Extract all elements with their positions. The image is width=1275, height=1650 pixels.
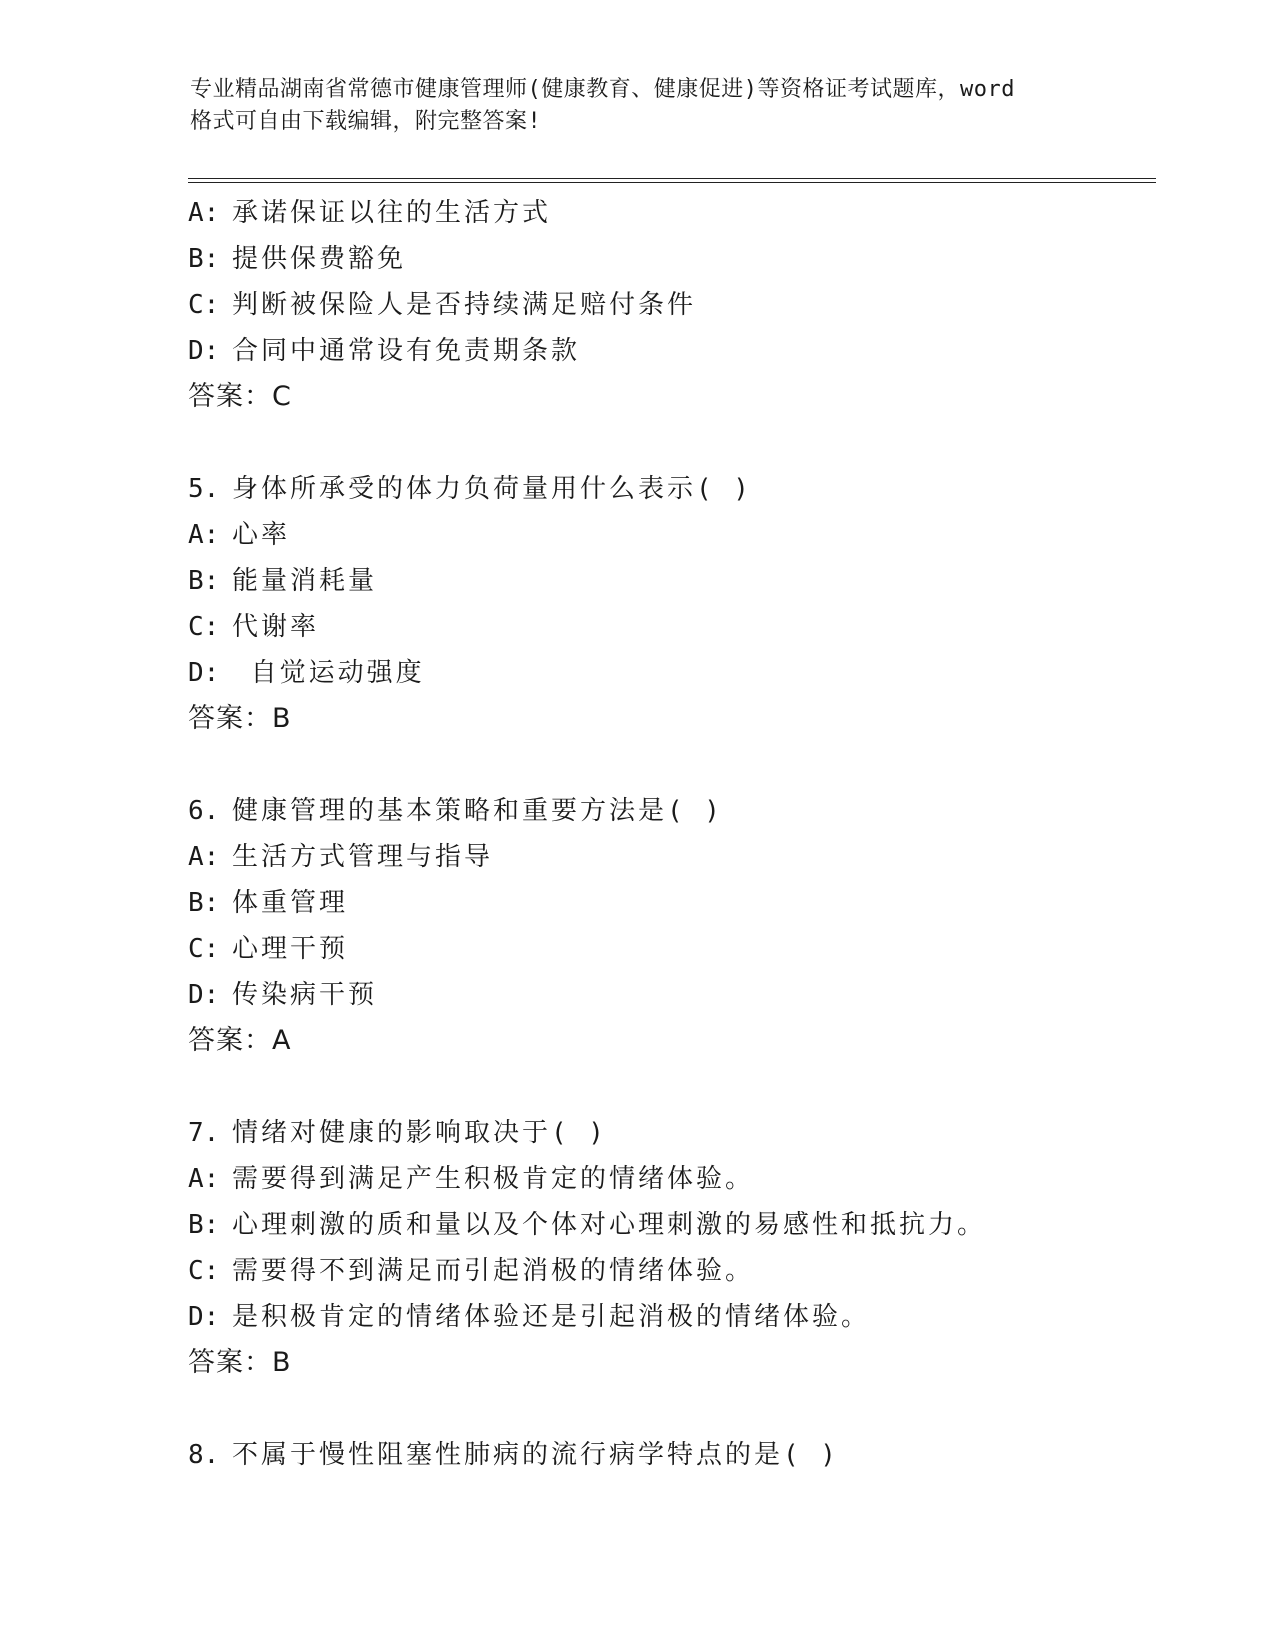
option-a bbox=[188, 834, 1148, 880]
option-a bbox=[188, 1156, 1148, 1202]
question-stem bbox=[188, 788, 1148, 834]
option-text: 代谢率 bbox=[232, 612, 320, 642]
question-4 bbox=[188, 190, 1148, 420]
question-stem bbox=[188, 1432, 1148, 1478]
option-c bbox=[188, 926, 1148, 972]
spacer bbox=[188, 742, 1148, 788]
option-label: A: bbox=[188, 1164, 220, 1194]
option-label: B: bbox=[188, 888, 220, 918]
option-label: D: bbox=[188, 658, 220, 688]
option-text: 传染病干预 bbox=[232, 980, 378, 1010]
option-c bbox=[188, 604, 1148, 650]
question-7 bbox=[188, 1110, 1148, 1386]
option-label: C: bbox=[188, 290, 220, 320]
option-label: C: bbox=[188, 1256, 220, 1286]
question-list bbox=[188, 190, 1148, 1478]
option-text: 生活方式管理与指导 bbox=[232, 842, 494, 872]
option-text: 能量消耗量 bbox=[232, 566, 378, 596]
option-label: B: bbox=[188, 1210, 220, 1240]
option-text: 判断被保险人是否持续满足赔付条件 bbox=[232, 290, 697, 320]
spacer bbox=[188, 1386, 1148, 1432]
option-label: B: bbox=[188, 566, 220, 596]
option-a bbox=[188, 190, 1148, 236]
header-rule-bottom bbox=[188, 182, 1156, 183]
option-label: A: bbox=[188, 842, 220, 872]
option-c bbox=[188, 1248, 1148, 1294]
question-8 bbox=[188, 1432, 1148, 1478]
question-stem bbox=[188, 1110, 1148, 1156]
question-number: 8. bbox=[188, 1440, 220, 1470]
answer: 答案：C bbox=[188, 381, 292, 412]
option-b bbox=[188, 1202, 1148, 1248]
option-label: D: bbox=[188, 336, 220, 366]
option-label: D: bbox=[188, 980, 220, 1010]
spacer bbox=[188, 1064, 1148, 1110]
option-b bbox=[188, 880, 1148, 926]
answer: 答案：B bbox=[188, 703, 292, 734]
spacer bbox=[188, 420, 1148, 466]
option-label: A: bbox=[188, 520, 220, 550]
option-text: 是积极肯定的情绪体验还是引起消极的情绪体验。 bbox=[232, 1302, 871, 1332]
option-text: 合同中通常设有免责期条款 bbox=[232, 336, 581, 366]
document-header bbox=[190, 74, 1090, 138]
option-text: 体重管理 bbox=[232, 888, 349, 918]
option-text: 提供保费豁免 bbox=[232, 244, 407, 274]
option-text: 心率 bbox=[232, 520, 291, 550]
option-d bbox=[188, 328, 1148, 374]
option-a bbox=[188, 512, 1148, 558]
option-label: D: bbox=[188, 1302, 220, 1332]
option-b bbox=[188, 558, 1148, 604]
question-text: 情绪对健康的影响取决于( ) bbox=[232, 1118, 607, 1148]
option-text: 承诺保证以往的生活方式 bbox=[232, 198, 552, 228]
option-label: B: bbox=[188, 244, 220, 274]
question-text: 健康管理的基本策略和重要方法是( ) bbox=[232, 796, 723, 826]
option-d bbox=[188, 1294, 1148, 1340]
option-label: A: bbox=[188, 198, 220, 228]
option-label: C: bbox=[188, 612, 220, 642]
answer: 答案：A bbox=[188, 1025, 292, 1056]
option-b bbox=[188, 236, 1148, 282]
question-number: 5. bbox=[188, 474, 220, 504]
header-line-2: 格式可自由下载编辑，附完整答案! bbox=[190, 109, 542, 134]
question-number: 6. bbox=[188, 796, 220, 826]
question-text: 身体所承受的体力负荷量用什么表示( ) bbox=[232, 474, 752, 504]
option-text: 自觉运动强度 bbox=[232, 658, 425, 688]
question-5 bbox=[188, 466, 1148, 742]
option-d bbox=[188, 650, 1148, 696]
question-number: 7. bbox=[188, 1118, 220, 1148]
header-line-1: 专业精品湖南省常德市健康管理师(健康教育、健康促进)等资格证考试题库，word bbox=[190, 77, 1015, 102]
question-6 bbox=[188, 788, 1148, 1064]
option-text: 心理刺激的质和量以及个体对心理刺激的易感性和抵抗力。 bbox=[232, 1210, 987, 1240]
header-rule-top bbox=[188, 178, 1156, 179]
option-d bbox=[188, 972, 1148, 1018]
option-c bbox=[188, 282, 1148, 328]
option-label: C: bbox=[188, 934, 220, 964]
option-text: 心理干预 bbox=[232, 934, 349, 964]
answer: 答案：B bbox=[188, 1347, 292, 1378]
option-text: 需要得不到满足而引起消极的情绪体验。 bbox=[232, 1256, 755, 1286]
question-stem bbox=[188, 466, 1148, 512]
option-text: 需要得到满足产生积极肯定的情绪体验。 bbox=[232, 1164, 755, 1194]
question-text: 不属于慢性阻塞性肺病的流行病学特点的是( ) bbox=[232, 1440, 839, 1470]
